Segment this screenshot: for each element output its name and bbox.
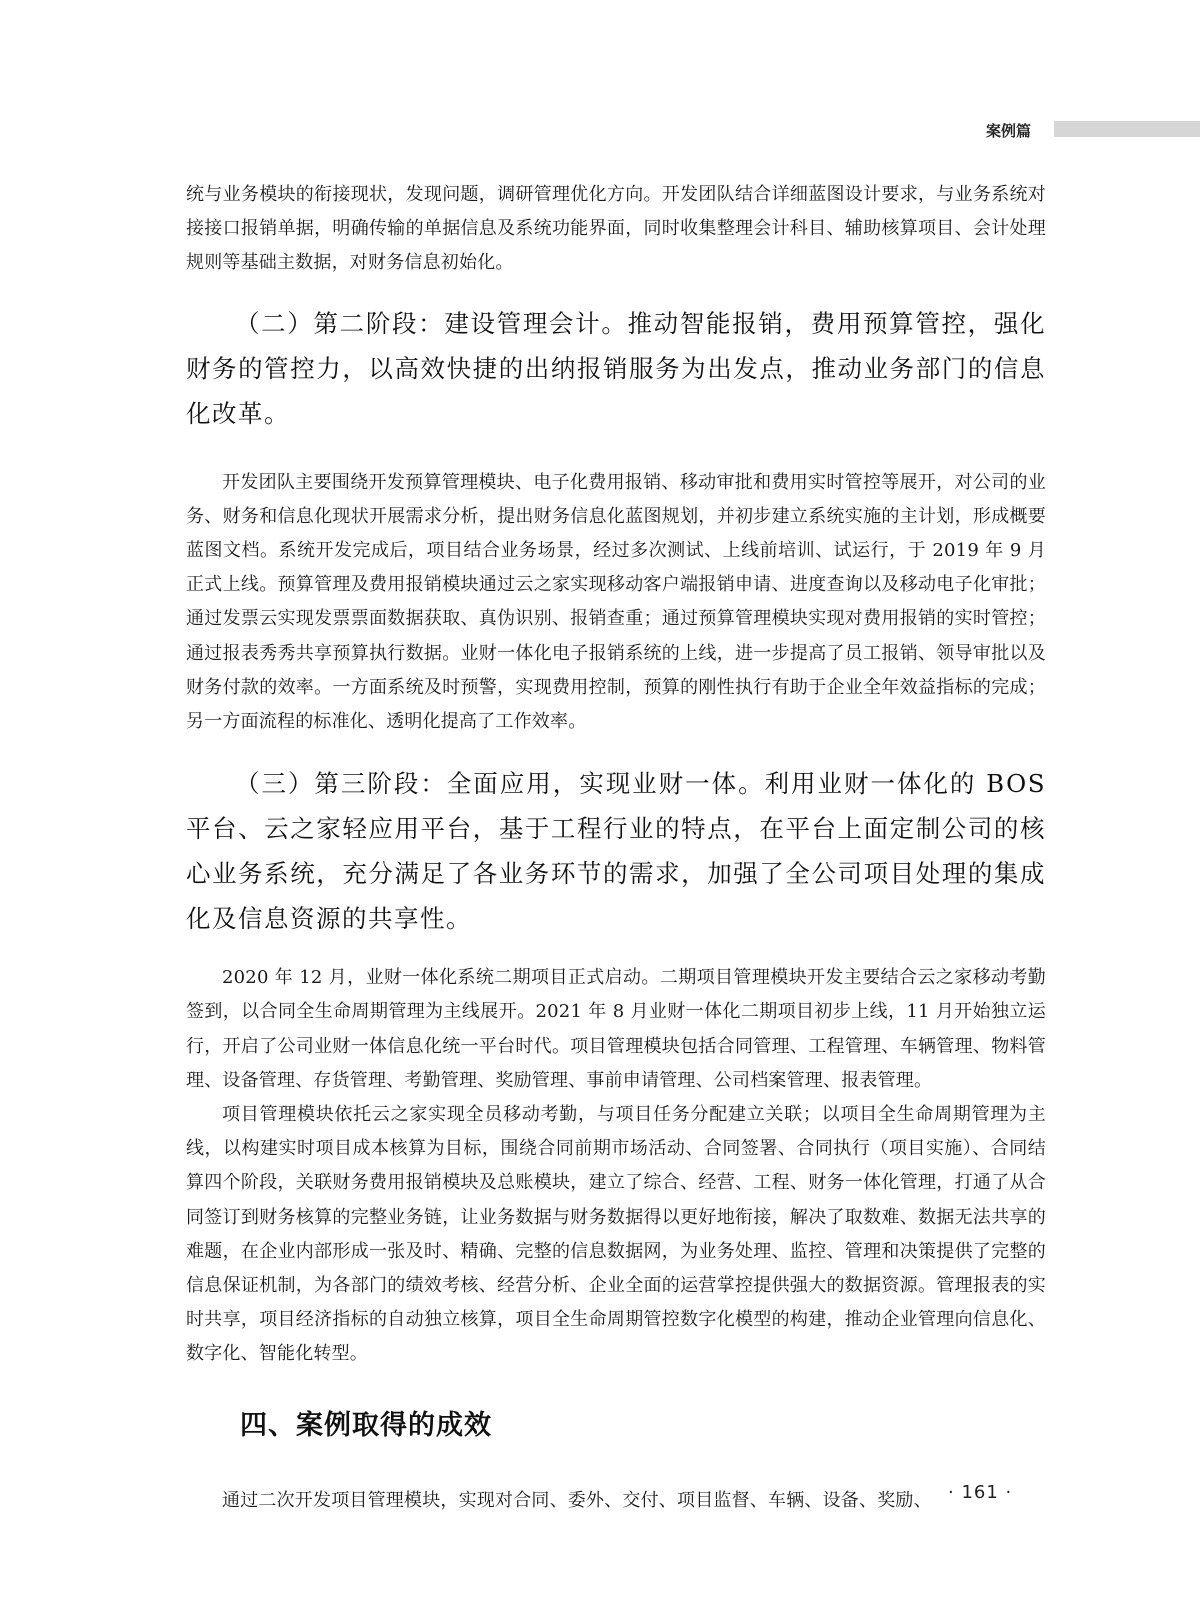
paragraph-results: 通过二次开发项目管理模块，实现对合同、委外、交付、项目监督、车辆、设备、奖励、 [222, 1489, 932, 1511]
paragraph-stage-two: 开发团队主要围绕开发预算管理模块、电子化费用报销、移动审批和费用实时管控等展开，对公司的业务、财务和信息化现状开展需求分析，提出财务信息化蓝图规划，并初步建立系统实施的主计划，形成概要蓝图文档。系统开发完成后，项目结合业务场景，经过多次测试、上线前培训、试运行，于 2019 年 9 月正式上线。预算管理及费用报销模块通过云之家实现移动客户端报销申请、进度查询以及移动电子化审批；通过发票云实现发票票面数据获取、真伪识别、报销查重；通过预算管理模块实现对费用报销的实时管控；通过报表秀秀共享预算执行数据。业财一体化电子报销系统的上线，进一步提高了员工报销、领导审批以及财务付款的效率。一方面系统及时预警，实现费用控制，预算的刚性执行有助于企业全年效益指标的完成；另一方面流程的标准化、透明化提高了工作效率。 [186, 471, 1046, 733]
subheading-stage-three: （三）第三阶段：全面应用，实现业财一体。利用业财一体化的 BOS 平台、云之家轻应用平台，基于工程行业的特点，在平台上面定制公司的核心业务系统，充分满足了各业务环节的需求，加强了全公司项目处理的集成化及信息资源的共享性。 [186, 769, 1046, 934]
subheading-stage-two: （二）第二阶段：建设管理会计。推动智能报销，费用预算管控，强化财务的管控力，以高效快捷的出纳报销服务为出发点，推动业务部门的信息化改革。 [186, 308, 1046, 428]
page-body [186, 178, 1046, 1518]
paragraph-phase-two-launch: 2020 年 12 月，业财一体化系统二期项目正式启动。二期项目管理模块开发主要结合云之家移动考勤签到，以合同全生命周期管理为主线展开。2021 年 8 月业财一体化二期项目初步上线，11 月开始独立运行，开启了公司业财一体信息化统一平台时代。项目管理模块包括合同管理、工程管理、车辆管理、物料管理、设备管理、存货管理、考勤管理、奖励管理、事前申请管理、公司档案管理、报表管理。 [186, 967, 1046, 1091]
section-heading-results: 四、案例取得的成效 [240, 1409, 492, 1441]
paragraph-continued: 统与业务模块的衔接现状，发现问题，调研管理优化方向。开发团队结合详细蓝图设计要求，与业务系统对接接口报销单据，明确传输的单据信息及系统功能界面，同时收集整理会计科目、辅助核算项目、会计处理规则等基础主数据，对财务信息初始化。 [186, 184, 1046, 274]
page-number: · 161 · [948, 1482, 1013, 1503]
running-header-label: 案例篇 [986, 122, 1032, 140]
running-header-bar [1054, 121, 1200, 137]
paragraph-project-module: 项目管理模块依托云之家实现全员移动考勤，与项目任务分配建立关联；以项目全生命周期管理为主线，以构建实时项目成本核算为目标，围绕合同前期市场活动、合同签署、合同执行（项目实施）、合同结算四个阶段，关联财务费用报销模块及总账模块，建立了综合、经营、工程、财务一体化管理，打通了从合同签订到财务核算的完整业务链，让业务数据与财务数据得以更好地衔接，解决了取数难、数据无法共享的难题，在企业内部形成一张及时、精确、完整的信息数据网，为业务处理、监控、管理和决策提供了完整的信息保证机制，为各部门的绩效考核、经营分析、企业全面的运营掌控提供强大的数据资源。管理报表的实时共享，项目经济指标的自动独立核算，项目全生命周期管控数字化模型的构建，推动企业管理向信息化、数字化、智能化转型。 [186, 1104, 1046, 1365]
